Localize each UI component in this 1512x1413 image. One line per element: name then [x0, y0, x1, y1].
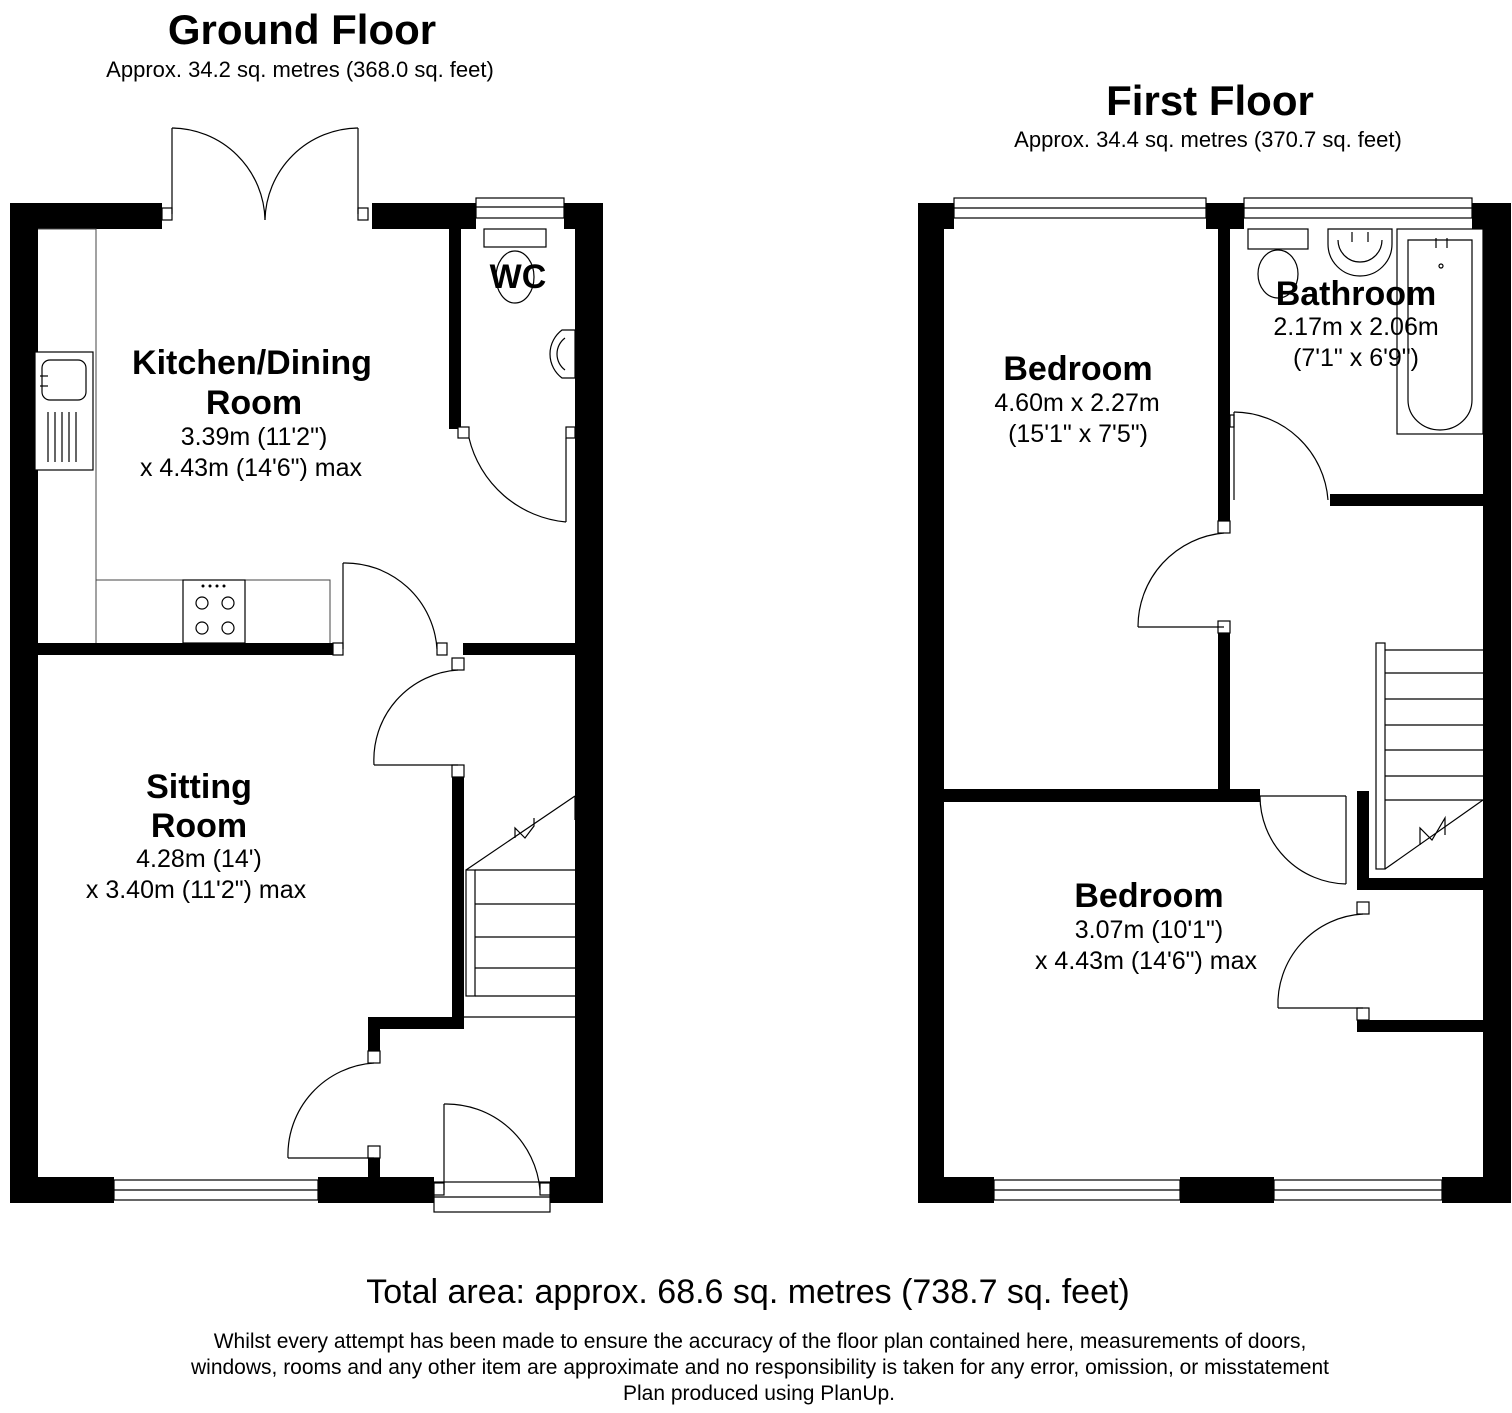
bedroom2-door [1260, 796, 1346, 884]
wc-basin [550, 330, 575, 378]
kitchen-door [333, 563, 447, 655]
bedroom1-door [1138, 521, 1230, 633]
bathroom-window [1244, 198, 1472, 218]
bedroom1-dim-line1: 4.60m x 2.27m [994, 389, 1160, 417]
kitchen-name-line2: Room [205, 384, 303, 422]
bedroom1-name: Bedroom [1003, 350, 1153, 388]
kitchen-dim-line2: x 4.43m (14'6") max [139, 454, 363, 482]
bedroom2-dim-line2: x 4.43m (14'6") max [1034, 947, 1258, 975]
kitchen-name-line1: Kitchen/Dining [132, 344, 372, 382]
first-floor-plan [918, 198, 1511, 1203]
bedroom2-dim-line1: 3.07m (10'1") [1074, 916, 1224, 944]
front-door [434, 1104, 550, 1212]
bedroom2-window-left [994, 1180, 1180, 1200]
wc-window [476, 198, 564, 218]
first-floor-title: First Floor [1106, 77, 1314, 124]
bedroom1-window [954, 198, 1206, 218]
bedroom1-dim-line2: (15'1" x 7'5") [1008, 420, 1148, 448]
kitchen-sink [35, 352, 93, 470]
ground-floor-stairs [464, 796, 575, 1017]
bathroom-basin [1328, 229, 1392, 276]
bathroom-dim-line2: (7'1" x 6'9") [1293, 344, 1419, 372]
bathroom-door [1230, 412, 1328, 500]
sitting-dim-line1: 4.28m (14') [136, 845, 262, 873]
kitchen-hob [183, 580, 245, 643]
wc-name: WC [489, 258, 547, 296]
patio-doors [162, 128, 368, 220]
disclaimer-line3: Plan produced using PlanUp. [622, 1382, 896, 1405]
ground-floor-title: Ground Floor [167, 6, 437, 53]
first-floor-stairs [1376, 643, 1483, 869]
bedroom2-name: Bedroom [1074, 877, 1224, 915]
first-floor-area: Approx. 34.4 sq. metres (370.7 sq. feet) [1014, 127, 1402, 152]
sitting-dim-line2: x 3.40m (11'2") max [85, 876, 307, 904]
hall-door [288, 1051, 380, 1158]
wc-door [458, 427, 575, 522]
kitchen-dim-line1: 3.39m (11'2") [180, 423, 328, 451]
sitting-room-door [374, 658, 464, 777]
sitting-name-line1: Sitting [146, 768, 252, 806]
total-area: Total area: approx. 68.6 sq. metres (738.7 sq. feet) [366, 1273, 1130, 1311]
disclaimer-line1: Whilst every attempt has been made to ensure the accuracy of the floor plan contained here, measurements of doors, [213, 1330, 1307, 1353]
bedroom2-window-right [1274, 1180, 1442, 1200]
cupboard-door [1278, 902, 1369, 1020]
disclaimer-line2: windows, rooms and any other item are approximate and no responsibility is taken for any error, omission, or misstatement [190, 1356, 1330, 1379]
bathroom-name: Bathroom [1275, 275, 1437, 313]
sitting-name-line2: Room [150, 807, 248, 845]
bathroom-dim-line1: 2.17m x 2.06m [1273, 313, 1439, 341]
sitting-room-window [114, 1180, 318, 1200]
ground-floor-area: Approx. 34.2 sq. metres (368.0 sq. feet) [106, 57, 494, 82]
